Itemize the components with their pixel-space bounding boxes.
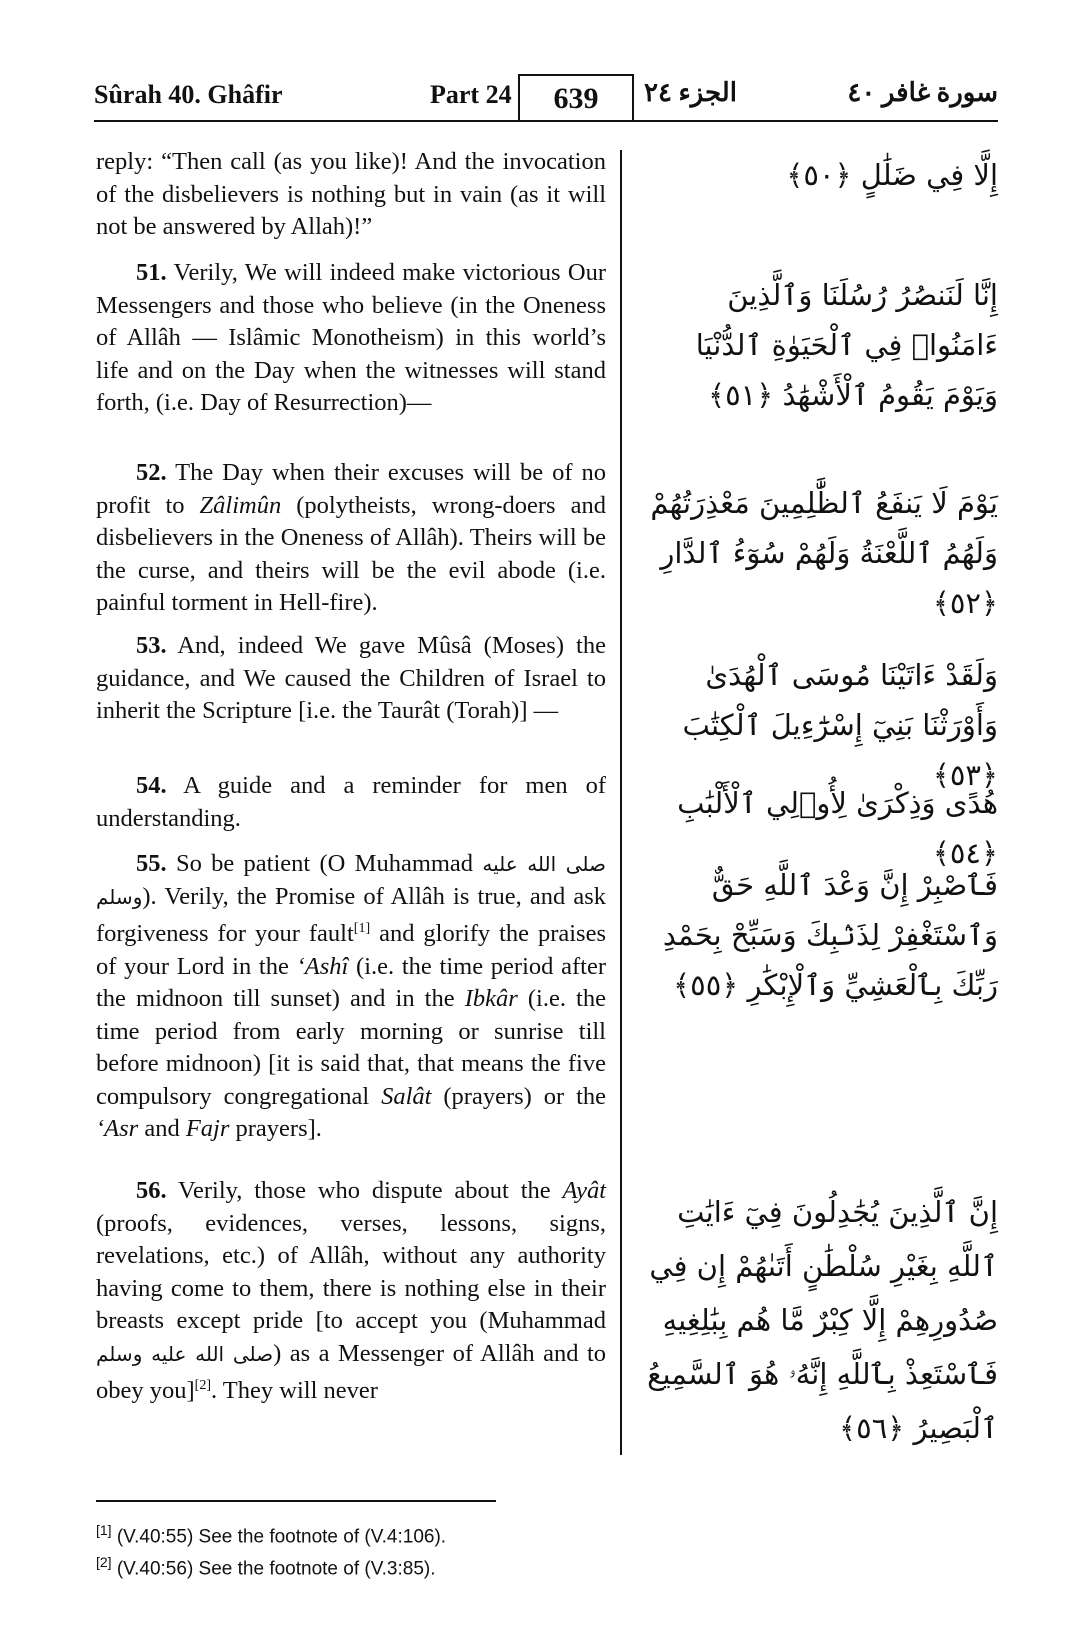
- verse-number: 53.: [136, 632, 167, 659]
- footnote-1: [1] (V.40:55) See the footnote of (V.4:106).: [96, 1522, 447, 1548]
- verse-52-translation: 52. The Day when their excuses will be of no profit to Zâlimûn (polytheists, wrong-doers and disbelievers in the Oneness of Allâh). Theirs will be the curse, and theirs will be the evil abode (i.e. painful torment in Hell-fire).: [96, 459, 606, 616]
- verse-55-translation: 55. So be patient (O Muhammad صلى الله عليه وسلم). Verily, the Promise of Allâh is true, and ask forgiveness for your fault[1] and glorify the praises of your Lord in the ‘Ashî (i.e. the time period after the midnoon till sunset) and in the Ibkâr (i.e. the time period from early morning or sunrise till before midnoon) [it is said that, that means the five compulsory congregational Salât (prayers) or the ‘Asr and Fajr prayers].: [96, 850, 607, 1143]
- surah-title-en: Sûrah 40. Ghâfir: [94, 80, 283, 109]
- page-header: [94, 76, 998, 122]
- salutation-ar: صلى الله عليه وسلم: [96, 1341, 274, 1366]
- footnote-ref[interactable]: [1]: [353, 921, 371, 936]
- verse-50-translation: reply: “Then call (as you like)! And the invocation of the disbelievers is nothing but in vain (as it will not be answered by Allah)!”: [96, 148, 606, 240]
- verse-number: 55.: [136, 850, 167, 877]
- footnote-rule: [96, 1500, 496, 1502]
- juz-label-ar: الجزء ٢٤: [644, 78, 737, 107]
- salutation-ar: صلى الله عليه وسلم: [96, 852, 607, 909]
- verse-53-translation: 53. And, indeed We gave Mûsâ (Moses) the guidance, and We caused the Children of Israel to inherit the Scripture [i.e. the Taurât (Torah)] —: [96, 632, 606, 724]
- verse-54-translation: 54. A guide and a reminder for men of understanding.: [96, 772, 607, 832]
- verse-number: 56.: [136, 1177, 167, 1204]
- page-number: 639: [518, 74, 634, 122]
- verse-53-arabic: وَلَقَدْ ءَاتَيْنَا مُوسَى ٱلْهُدَىٰ وَأَوْرَثْنَا بَنِيٓ إِسْرَٰٓءِيلَ ٱلْكِتَٰبَ ﴿٥٣﴾: [682, 658, 998, 792]
- verse-55-arabic: فَٱصْبِرْ إِنَّ وَعْدَ ٱللَّهِ حَقٌّ وَٱسْتَغْفِرْ لِذَنۢبِكَ وَسَبِّحْ بِحَمْدِ رَبِّكَ بِٱلْعَشِيِّ وَٱلْإِبْكَٰرِ ﴿٥٥﴾: [662, 868, 998, 1002]
- verse-number: 52.: [136, 459, 167, 486]
- part-label: Part 24: [430, 80, 512, 109]
- footnote-2: [2] (V.40:56) See the footnote of (V.3:85).: [96, 1554, 436, 1580]
- verse-51-arabic: إِنَّا لَنَنصُرُ رُسُلَنَا وَٱلَّذِينَ ءَامَنُوا۟ فِي ٱلْحَيَوٰةِ ٱلدُّنْيَا وَيَوْمَ يَقُومُ ٱلْأَشْهَٰدُ ﴿٥١﴾: [695, 278, 998, 412]
- verse-52-arabic: يَوْمَ لَا يَنفَعُ ٱلظَّٰلِمِينَ مَعْذِرَتُهُمْ وَلَهُمُ ٱللَّعْنَةُ وَلَهُمْ سُوٓءُ ٱلدَّارِ ﴿٥٢﴾: [650, 486, 998, 620]
- surah-title-ar: سورة غافر ٤٠: [847, 78, 998, 107]
- verse-51-translation: 51. Verily, We will indeed make victorious Our Messengers and those who believe (in the Oneness of Allâh — Islâmic Monotheism) in this world’s life and on the Day when the witnesses will stand forth, (i.e. Day of Resurrection)—: [96, 259, 606, 416]
- verse-number: 51.: [136, 259, 167, 286]
- verse-number: 54.: [136, 772, 167, 799]
- verse-56-translation: 56. Verily, those who dispute about the Ayât (proofs, evidences, verses, lessons, signs, revelations, etc.) of Allâh, without any authority having come to them, there is nothing else in their breasts except pride [to accept you (Muhammad صلى الله عليه وسلم) as a Messenger of Allâh and to obey you][2]. They will never: [96, 1177, 607, 1405]
- verse-54-arabic: هُدًى وَذِكْرَىٰ لِأُو۟لِي ٱلْأَلْبَٰبِ ﴿٥٤﴾: [677, 786, 998, 870]
- verse-56-arabic: إِنَّ ٱلَّذِينَ يُجَٰدِلُونَ فِيٓ ءَايَٰتِ ٱللَّهِ بِغَيْرِ سُلْطَٰنٍ أَتَىٰهُمْ إِن فِي صُدُورِهِمْ إِلَّا كِبْرٌ مَّا هُم بِبَٰلِغِيهِ فَٱسْتَعِذْ بِٱللَّهِ إِنَّهُۥ هُوَ ٱلسَّمِيعُ ٱلْبَصِيرُ ﴿٥٦﴾: [647, 1195, 998, 1445]
- header-rule: [94, 120, 998, 122]
- column-divider: [620, 150, 622, 1455]
- verse-50-arabic: إِلَّا فِي ضَلَٰلٍ ﴿٥٠﴾: [786, 158, 998, 192]
- footnote-ref[interactable]: [2]: [194, 1378, 211, 1393]
